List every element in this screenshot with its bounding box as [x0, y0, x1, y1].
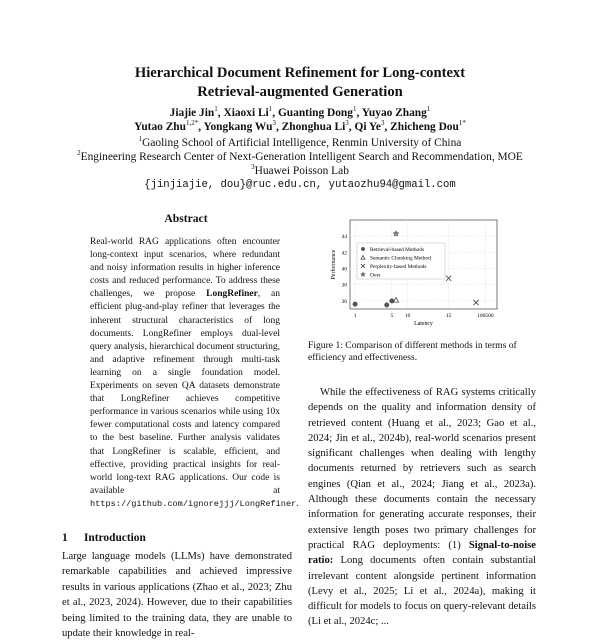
- author-name: Zhonghua Li: [281, 121, 346, 133]
- abstract-body: Real-world RAG applications often encounter long-context input scenarios, where redundant and noisy information results in higher inference costs and reduced performance. To address these challenges, we propose LongRefiner, an efficient plug-and-play refiner that leverages the inherent structural characteristics of long documents. LongRefiner employs dual-level query analysis, hierarchical document structuring, and adaptive refinement through multi-task learning on a single foundation model. Experiments on seven QA datasets demonstrate that LongRefiner achieves competitive performance in various scenarios while using 10x fewer computational costs and latency compared to the best baseline. Further analysis validates that LongRefiner is scalable, efficient, and effective, providing practical insights for real-world long-text RAG applications. Our code is available at https://github.com/ignorejjj/LongRefiner.: [90, 237, 299, 509]
- data-point: [393, 298, 398, 303]
- figure-1-caption: Figure 1: Comparison of different methods in terms of efficiency and effectiveness.: [308, 340, 517, 364]
- author-affiliation-mark: 1: [268, 105, 273, 114]
- author-name: Jiajie Jin: [169, 107, 215, 119]
- y-tick-label: 42: [341, 250, 347, 257]
- right-column-body: While the effectiveness of RAG systems critically depends on the quality and information density of retrieved content (Huang et al., 2023; Gao et al., 2024; Jin et al., 2024b), real-world scenarios present significant challenges when dealing with lengthy documents returned by retrievers such as search engines (Qian et al., 2024; Jiang et al., 2023a). Although these documents contain the necessary information for generating accurate responses, their extensive length poses two primary challenges for practical RAG deployments: (1) Signal-to-noise ratio: Long documents often contain substantial irrelevant content alongside pertinent information (Levy et al., 2025; Li et al., 2024a), making it difficult for models to focus on query-relevant details (Li et al., 2024c; ...: [308, 387, 536, 628]
- data-point: [385, 303, 389, 307]
- affiliation-3: $^3$Huawei Poisson Lab: [251, 163, 349, 177]
- x-tick-label: 15: [445, 313, 452, 319]
- author-affiliation-mark: 3: [272, 119, 276, 128]
- data-point: [353, 302, 357, 306]
- y-tick-label: 44: [341, 234, 347, 241]
- author-affiliation-mark: 1,2*: [185, 119, 199, 128]
- legend-label: Ours: [370, 272, 381, 279]
- x-axis-label: Latency: [414, 321, 433, 327]
- legend-label: Retrieval-based Methods: [370, 247, 425, 253]
- abstract-heading: Abstract: [164, 212, 208, 225]
- legend-label: Perplexity-based Methods: [370, 264, 427, 270]
- author-name: Qi Ye: [354, 121, 381, 133]
- author-affiliation-mark: 1: [214, 105, 218, 114]
- y-tick-label: 36: [341, 298, 347, 305]
- author-name: Guanting Dong: [277, 107, 353, 119]
- x-tick-label: 10: [404, 313, 411, 319]
- x-tick-label: 5: [390, 313, 394, 319]
- author-affiliation-mark: 3: [380, 119, 385, 128]
- y-axis-label: Performance: [331, 249, 337, 280]
- y-tick-label: 40: [341, 266, 347, 273]
- figure-1-chart: [327, 215, 527, 335]
- author-affiliation-mark: 1*: [458, 119, 466, 128]
- code-link[interactable]: https://github.com/ignorejjj/LongRefiner: [90, 498, 297, 509]
- author-emails: {jinjiajie, dou}@ruc.edu.cn, yutaozhu94@gmail.com: [144, 179, 456, 191]
- author-name: Yuyao Zhang: [361, 107, 427, 119]
- legend-marker: [361, 247, 364, 250]
- section-heading-introduction: 1 Introduction: [62, 532, 146, 544]
- introduction-body: Large language models (LLMs) have demonstrated remarkable capabilities and achieved impressive results in various applications (Zhao et al., 2023; Zhu et al., 2023, 2024). However, due to their capabilities being limited to the training data, they are unable to update their knowledge in real-: [62, 551, 292, 640]
- author-affiliation-mark: 3: [345, 119, 349, 128]
- author-name: Xiaoxi Li: [223, 107, 269, 119]
- author-name: Yutao Zhu: [134, 121, 186, 133]
- affiliation-2: $^2$Engineering Research Center of Next-Generation Intelligent Search and Recommendation, MOE: [77, 149, 523, 163]
- author-name: Yongkang Wu: [203, 121, 273, 133]
- author-list: Jiajie Jin$^1$, Xiaoxi Li$^1$, Guanting Dong$^1$, Yuyao Zhang$^1$ Yutao Zhu$^{1,2*}$, Yongkang Wu$^3$, Zhonghua Li$^3$, Qi Ye$^3$, Zhicheng Dou$^{1*}$: [134, 105, 466, 133]
- affiliations: [0, 136, 600, 192]
- author-affiliation-mark: 1: [426, 105, 431, 114]
- legend-label: Semantic Chunking Method: [370, 255, 431, 262]
- author-affiliation-mark: 1: [352, 105, 357, 114]
- x-tick-label: 100500: [477, 313, 494, 319]
- x-tick-label: 1: [353, 313, 357, 319]
- y-tick-label: 38: [341, 282, 347, 289]
- author-name: Zhicheng Dou: [390, 121, 459, 133]
- affiliation-1: $^1$Gaoling School of Artificial Intelligence, Renmin University of China: [138, 135, 462, 149]
- paper-title: Hierarchical Document Refinement for Long-context Retrieval-augmented Generation: [134, 65, 466, 100]
- data-point: [393, 231, 399, 237]
